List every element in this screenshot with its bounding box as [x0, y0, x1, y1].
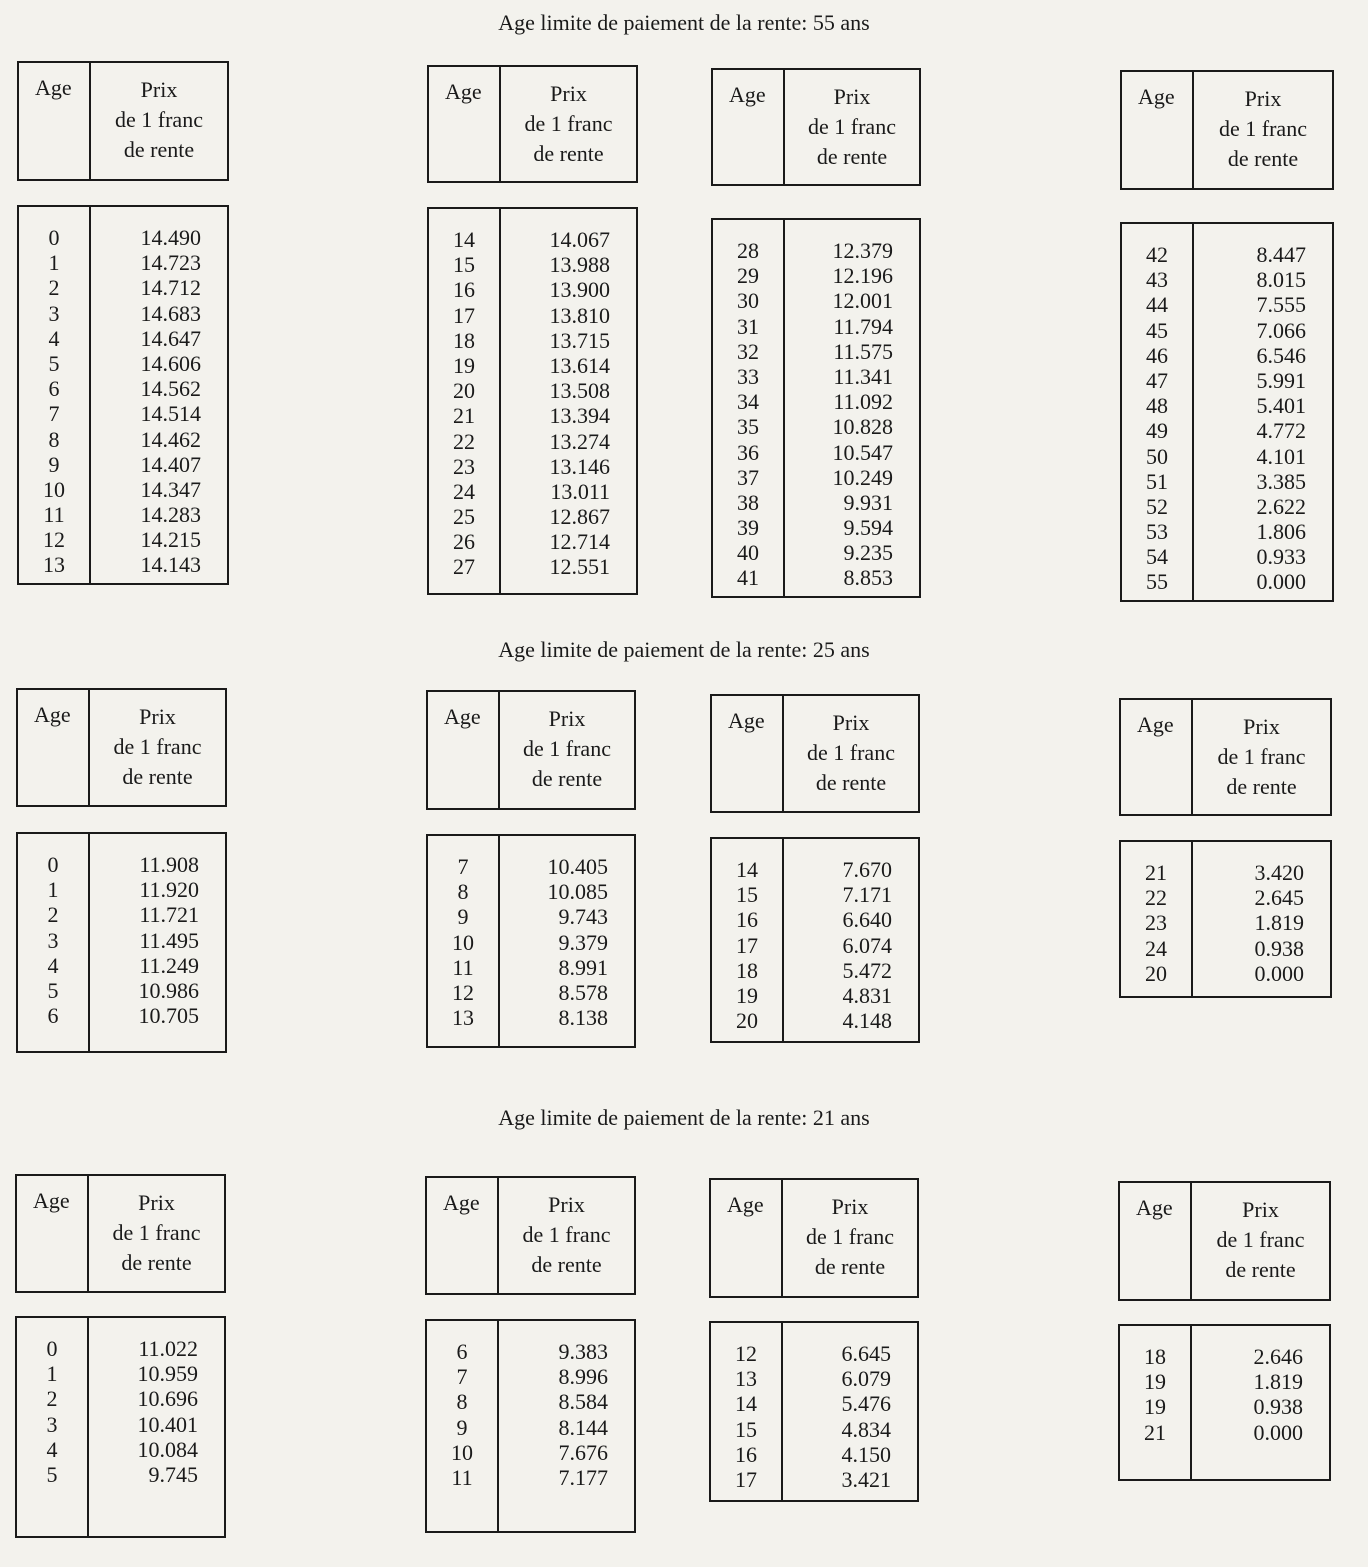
price-cell: 14.606	[140, 350, 201, 376]
age-cell: 12	[735, 1341, 757, 1366]
price-cell: 3.421	[841, 1466, 891, 1492]
price-cell: 9.235	[843, 540, 893, 566]
age-column	[1121, 842, 1193, 996]
age-cell: 43	[1146, 267, 1168, 293]
age-column	[18, 834, 90, 1051]
price-cell: 10.705	[138, 1003, 199, 1029]
price-cell: 8.991	[558, 954, 608, 980]
age-cell: 35	[737, 414, 759, 440]
price-cell: 5.401	[1256, 393, 1306, 419]
age-cell: 15	[453, 252, 475, 278]
price-cell: 6.640	[842, 907, 892, 933]
price-cell: 11.022	[138, 1336, 198, 1361]
age-cell: 52	[1146, 493, 1168, 519]
price-cell: 2.622	[1256, 493, 1306, 519]
age-cell: 38	[737, 489, 759, 515]
age-cell: 41	[737, 565, 759, 591]
price-cell: 10.696	[137, 1386, 198, 1412]
price-cell: 14.683	[140, 300, 201, 326]
price-cell: 0.938	[1253, 1394, 1303, 1420]
age-column	[1122, 224, 1194, 600]
age-cell: 8	[48, 426, 60, 452]
age-cell: 42	[1146, 242, 1168, 267]
age-cell: 1	[48, 250, 60, 276]
price-cell: 11.908	[139, 852, 199, 877]
price-cell: 1.819	[1253, 1369, 1303, 1395]
prix-header: Prix de 1 franc de rente	[113, 704, 202, 789]
table-body	[426, 834, 636, 1048]
age-cell: 23	[1145, 910, 1167, 936]
table-body	[1119, 840, 1332, 998]
price-cell: 7.066	[1256, 317, 1306, 343]
age-cell: 26	[453, 529, 475, 555]
age-cell: 19	[453, 352, 475, 378]
age-cell: 10	[43, 476, 65, 502]
prix-header: Prix de 1 franc de rente	[524, 81, 613, 166]
age-cell: 21	[1145, 860, 1167, 885]
table-body	[1120, 222, 1334, 602]
price-cell: 3.420	[1254, 860, 1304, 885]
value-column	[785, 220, 919, 596]
price-cell: 10.085	[547, 879, 608, 905]
price-cell: 10.249	[832, 464, 893, 490]
table-header	[427, 65, 638, 183]
age-cell: 20	[736, 1008, 758, 1034]
age-cell: 7	[48, 401, 60, 427]
price-cell: 4.148	[842, 1008, 892, 1034]
price-cell: 2.645	[1254, 885, 1304, 911]
prix-header: Prix de 1 franc de rente	[522, 1192, 611, 1277]
price-cell: 2.646	[1253, 1344, 1303, 1369]
age-cell: 0	[48, 225, 60, 250]
price-cell: 3.385	[1256, 468, 1306, 494]
age-cell: 21	[1144, 1419, 1166, 1445]
section-title-25: Age limite de paiement de la rente: 25 ans	[498, 637, 870, 662]
price-cell: 5.476	[841, 1391, 891, 1417]
price-cell: 0.000	[1256, 569, 1306, 595]
age-cell: 18	[453, 327, 475, 353]
price-cell: 7.676	[558, 1439, 608, 1465]
age-cell: 34	[737, 389, 759, 415]
age-cell: 10	[451, 1439, 473, 1465]
price-cell: 10.084	[137, 1436, 198, 1462]
value-column	[91, 207, 227, 583]
age-cell: 5	[46, 1461, 58, 1487]
value-column	[1193, 842, 1330, 996]
price-cell: 0.000	[1253, 1419, 1303, 1445]
price-cell: 6.546	[1256, 342, 1306, 368]
value-column	[1194, 224, 1332, 600]
age-cell: 2	[46, 1386, 58, 1412]
price-cell: 4.834	[841, 1416, 891, 1442]
age-cell: 14	[453, 227, 475, 252]
value-column	[499, 1321, 634, 1531]
age-cell: 53	[1146, 519, 1168, 545]
age-column	[1120, 1326, 1192, 1479]
age-cell: 3	[47, 927, 59, 953]
price-cell: 9.383	[558, 1339, 608, 1364]
age-cell: 15	[735, 1416, 757, 1442]
price-cell: 11.092	[833, 389, 893, 415]
table-header	[1118, 1181, 1331, 1301]
price-cell: 0.000	[1254, 960, 1304, 986]
age-header: Age	[428, 692, 500, 808]
price-cell: 14.283	[140, 502, 201, 528]
age-cell: 8	[457, 879, 469, 905]
table-header	[15, 1174, 226, 1293]
price-cell: 14.562	[140, 376, 201, 402]
age-cell: 18	[1144, 1344, 1166, 1369]
price-cell: 14.723	[140, 250, 201, 276]
age-column	[19, 207, 91, 583]
age-cell: 19	[736, 982, 758, 1008]
price-cell: 10.986	[138, 977, 199, 1003]
age-header: Age	[427, 1178, 499, 1293]
table-body	[710, 837, 920, 1043]
prix-header: Prix de 1 franc de rente	[115, 77, 203, 162]
price-cell: 10.828	[832, 414, 893, 440]
price-cell: 14.215	[140, 527, 201, 553]
price-cell: 11.920	[139, 877, 199, 903]
price-cell: 4.772	[1256, 418, 1306, 444]
age-cell: 25	[453, 504, 475, 530]
prix-header: Prix de 1 franc de rente	[112, 1190, 201, 1275]
table-header	[710, 694, 920, 813]
table-body	[709, 1321, 919, 1502]
age-cell: 11	[451, 1464, 473, 1490]
age-cell: 40	[737, 540, 759, 566]
price-cell: 11.341	[833, 363, 893, 389]
price-cell: 13.394	[549, 403, 610, 429]
age-header: Age	[712, 696, 784, 811]
age-column	[427, 1321, 499, 1531]
age-cell: 3	[46, 1411, 58, 1437]
price-cell: 9.931	[843, 489, 893, 515]
age-cell: 24	[1145, 935, 1167, 961]
price-cell: 14.407	[140, 451, 201, 477]
table-header	[1120, 70, 1334, 190]
age-cell: 5	[48, 350, 60, 376]
age-cell: 17	[735, 1466, 757, 1492]
age-column	[429, 209, 501, 593]
price-cell: 6.645	[841, 1341, 891, 1366]
age-cell: 9	[457, 904, 469, 930]
age-cell: 19	[1144, 1369, 1166, 1395]
age-cell: 12	[43, 527, 65, 553]
price-cell: 13.900	[549, 277, 610, 303]
price-cell: 11.721	[139, 902, 199, 928]
price-cell: 8.996	[558, 1364, 608, 1390]
age-cell: 1	[46, 1361, 58, 1387]
age-cell: 6	[456, 1339, 468, 1364]
price-cell: 12.551	[549, 554, 610, 580]
age-header: Age	[18, 690, 90, 805]
value-column	[500, 836, 634, 1046]
price-cell: 10.547	[832, 439, 893, 465]
price-cell: 9.743	[558, 904, 608, 930]
age-cell: 46	[1146, 342, 1168, 368]
age-cell: 51	[1146, 468, 1168, 494]
age-cell: 13	[43, 552, 65, 578]
age-cell: 10	[452, 929, 474, 955]
price-cell: 14.490	[140, 225, 201, 250]
age-header: Age	[713, 70, 785, 184]
price-cell: 7.177	[558, 1464, 608, 1490]
value-column	[1192, 1326, 1329, 1479]
price-cell: 9.594	[843, 515, 893, 541]
price-cell: 8.447	[1256, 242, 1306, 267]
price-cell: 10.401	[137, 1411, 198, 1437]
age-cell: 44	[1146, 292, 1168, 318]
price-cell: 1.819	[1254, 910, 1304, 936]
value-column	[501, 209, 636, 593]
price-cell: 8.853	[843, 565, 893, 591]
prix-header: Prix de 1 franc de rente	[1219, 86, 1307, 171]
age-cell: 2	[48, 275, 60, 301]
age-cell: 29	[737, 263, 759, 289]
price-cell: 11.575	[833, 338, 893, 364]
price-cell: 13.614	[549, 352, 610, 378]
age-header: Age	[17, 1176, 89, 1291]
price-cell: 9.745	[148, 1461, 198, 1487]
price-cell: 12.867	[549, 504, 610, 530]
age-cell: 20	[1145, 960, 1167, 986]
table-body	[16, 832, 227, 1053]
age-cell: 20	[453, 378, 475, 404]
age-cell: 14	[735, 1391, 757, 1417]
prix-header: Prix de 1 franc de rente	[806, 1194, 894, 1279]
age-cell: 55	[1146, 569, 1168, 595]
age-cell: 9	[456, 1414, 468, 1440]
age-cell: 36	[737, 439, 759, 465]
age-cell: 16	[453, 277, 475, 303]
value-column	[783, 1323, 917, 1500]
prix-header: Prix de 1 franc de rente	[523, 706, 611, 791]
age-cell: 18	[736, 957, 758, 983]
price-cell: 14.143	[140, 552, 201, 578]
table-header	[17, 61, 229, 181]
age-cell: 27	[453, 554, 475, 580]
age-cell: 9	[48, 451, 60, 477]
price-cell: 6.079	[841, 1366, 891, 1392]
age-cell: 13	[735, 1366, 757, 1392]
table-body	[427, 207, 638, 595]
price-cell: 13.715	[549, 327, 610, 353]
price-cell: 11.249	[139, 952, 199, 978]
table-header	[426, 690, 636, 810]
price-cell: 13.146	[549, 453, 610, 479]
price-cell: 8.138	[558, 1005, 608, 1031]
age-column	[713, 220, 785, 596]
price-cell: 0.938	[1254, 935, 1304, 961]
age-cell: 37	[737, 464, 759, 490]
value-column	[90, 834, 225, 1051]
age-cell: 22	[453, 428, 475, 454]
price-cell: 10.959	[137, 1361, 198, 1387]
table-header	[711, 68, 921, 186]
age-cell: 4	[48, 325, 60, 351]
age-cell: 39	[737, 515, 759, 541]
age-cell: 13	[452, 1005, 474, 1031]
age-header: Age	[429, 67, 501, 181]
price-cell: 14.647	[140, 325, 201, 351]
prix-header: Prix de 1 franc de rente	[1216, 1197, 1305, 1282]
price-cell: 12.196	[832, 263, 893, 289]
age-cell: 12	[452, 979, 474, 1005]
price-cell: 7.555	[1256, 292, 1306, 318]
age-cell: 22	[1145, 885, 1167, 911]
value-column	[89, 1318, 224, 1536]
price-cell: 4.101	[1256, 443, 1306, 469]
table-body	[17, 205, 229, 585]
age-cell: 6	[47, 1003, 59, 1029]
age-cell: 17	[736, 932, 758, 958]
price-cell: 13.011	[550, 478, 610, 504]
price-cell: 11.794	[833, 313, 893, 339]
age-cell: 48	[1146, 393, 1168, 419]
age-cell: 32	[737, 338, 759, 364]
age-cell: 16	[735, 1441, 757, 1467]
price-cell: 12.714	[549, 529, 610, 555]
price-cell: 14.462	[140, 426, 201, 452]
price-cell: 7.171	[842, 882, 892, 908]
age-cell: 1	[47, 877, 59, 903]
age-column	[17, 1318, 89, 1536]
price-cell: 8.578	[558, 979, 608, 1005]
price-cell: 14.712	[140, 275, 201, 301]
age-header: Age	[1121, 700, 1193, 814]
section-title-55: Age limite de paiement de la rente: 55 ans	[498, 10, 870, 35]
age-cell: 16	[736, 907, 758, 933]
price-cell: 8.015	[1256, 267, 1306, 293]
age-cell: 24	[453, 478, 475, 504]
age-cell: 11	[452, 954, 474, 980]
age-cell: 50	[1146, 443, 1168, 469]
price-cell: 9.379	[558, 929, 608, 955]
age-cell: 8	[456, 1389, 468, 1415]
age-cell: 28	[737, 238, 759, 263]
table-header	[16, 688, 227, 807]
price-cell: 7.670	[842, 857, 892, 882]
age-cell: 31	[737, 313, 759, 339]
age-cell: 19	[1144, 1394, 1166, 1420]
age-column	[712, 839, 784, 1041]
age-cell: 47	[1146, 367, 1168, 393]
price-cell: 8.144	[558, 1414, 608, 1440]
price-cell: 14.067	[549, 227, 610, 252]
price-cell: 13.274	[549, 428, 610, 454]
price-cell: 5.991	[1256, 367, 1306, 393]
price-cell: 4.831	[842, 982, 892, 1008]
age-cell: 30	[737, 288, 759, 314]
age-header: Age	[19, 63, 91, 179]
age-header: Age	[1122, 72, 1194, 188]
price-cell: 13.810	[549, 302, 610, 328]
price-cell: 14.514	[140, 401, 201, 427]
price-cell: 13.508	[549, 378, 610, 404]
price-cell: 1.806	[1256, 519, 1306, 545]
section-title-21: Age limite de paiement de la rente: 21 ans	[498, 1105, 870, 1130]
age-cell: 15	[736, 882, 758, 908]
table-body	[425, 1319, 636, 1533]
age-header: Age	[711, 1180, 783, 1296]
age-cell: 23	[453, 453, 475, 479]
age-cell: 45	[1146, 317, 1168, 343]
prix-header: Prix de 1 franc de rente	[807, 710, 895, 795]
age-cell: 21	[453, 403, 475, 429]
age-column	[428, 836, 500, 1046]
age-cell: 0	[47, 852, 59, 877]
table-header	[709, 1178, 919, 1298]
price-cell: 6.074	[842, 932, 892, 958]
price-cell: 4.150	[841, 1441, 891, 1467]
table-body	[1118, 1324, 1331, 1481]
price-cell: 8.584	[558, 1389, 608, 1415]
age-column	[711, 1323, 783, 1500]
price-cell: 10.405	[547, 854, 608, 879]
table-body	[15, 1316, 226, 1538]
age-cell: 0	[46, 1336, 58, 1361]
price-cell: 11.495	[139, 927, 199, 953]
prix-header: Prix de 1 franc de rente	[808, 84, 896, 169]
age-cell: 7	[457, 854, 469, 879]
value-column	[784, 839, 918, 1041]
prix-header: Prix de 1 franc de rente	[1217, 714, 1306, 799]
price-cell: 14.347	[140, 476, 201, 502]
table-body	[711, 218, 921, 598]
table-header	[425, 1176, 636, 1295]
price-cell: 0.933	[1256, 544, 1306, 570]
table-header	[1119, 698, 1332, 816]
age-cell: 14	[736, 857, 758, 882]
price-cell: 5.472	[842, 957, 892, 983]
age-cell: 4	[47, 952, 59, 978]
age-cell: 54	[1146, 544, 1168, 570]
age-cell: 17	[453, 302, 475, 328]
price-cell: 12.379	[832, 238, 893, 263]
price-cell: 12.001	[832, 288, 893, 314]
age-cell: 4	[46, 1436, 58, 1462]
age-header: Age	[1120, 1183, 1192, 1299]
age-cell: 2	[47, 902, 59, 928]
age-cell: 6	[48, 376, 60, 402]
age-cell: 33	[737, 363, 759, 389]
age-cell: 3	[48, 300, 60, 326]
age-cell: 49	[1146, 418, 1168, 444]
price-cell: 13.988	[549, 252, 610, 278]
age-cell: 11	[43, 502, 65, 528]
age-cell: 7	[456, 1364, 468, 1390]
age-cell: 5	[47, 977, 59, 1003]
